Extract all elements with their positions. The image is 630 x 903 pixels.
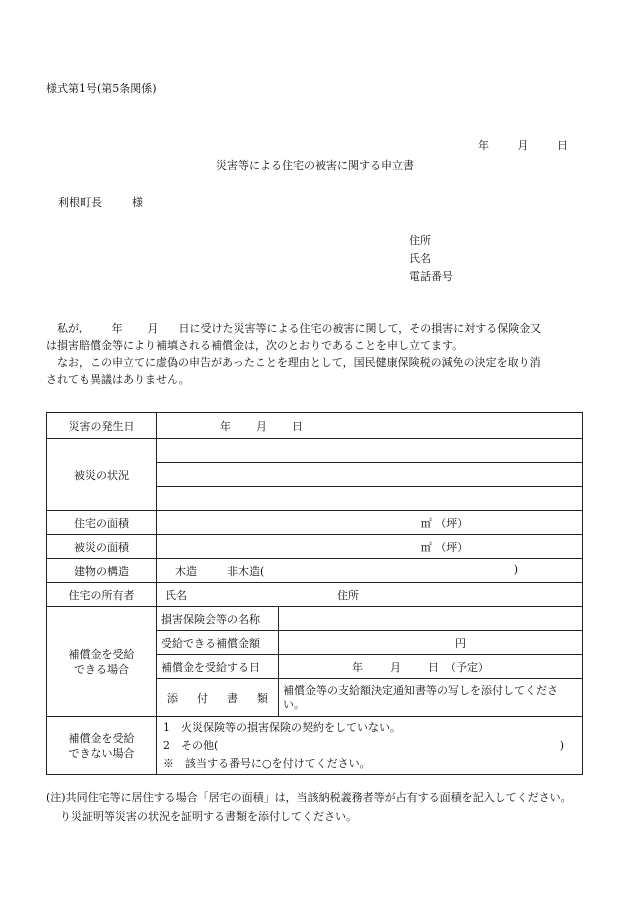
receive-date-field[interactable]: [279, 655, 583, 679]
document-title: 災害等による住宅の被害に関する申立書: [216, 159, 414, 172]
attach-text-line: 補償金等の支給額決定通知書等の写しを添付してくださ: [283, 683, 558, 697]
damage-status-line-1[interactable]: [157, 439, 583, 463]
attach-label: [157, 679, 279, 717]
receive-date-label: 補償金を受給する日: [157, 655, 279, 679]
option-1[interactable]: 1 火災保険等の損害保険の契約をしていない。: [163, 720, 401, 734]
note-2: り災証明等災害の状況を証明する書類を添付してください。: [60, 810, 357, 823]
receive-month: 月: [390, 660, 401, 674]
attach-char: 添: [167, 691, 178, 705]
damage-status-label: 被災の状況: [47, 439, 157, 511]
damaged-area-label: 被災の面積: [47, 535, 157, 559]
amount-unit: 円: [455, 636, 466, 650]
addressee-suffix: 様: [132, 196, 143, 209]
statement-text: 日に受けた災害等による住宅の被害に関して，その損害に対する保険金又: [178, 322, 542, 335]
structure-label: 建物の構造: [47, 559, 157, 583]
attach-char: 書: [227, 691, 238, 705]
disaster-day: 日: [292, 419, 303, 433]
house-area-label: 住宅の面積: [47, 511, 157, 535]
damage-status-line-2[interactable]: [157, 463, 583, 487]
structure-nonwood: 非木造(: [227, 564, 265, 578]
statement-line-3: なお，この申立てに虚偽の申告があったことを理由として，国民健康保険税の減免の決定を取り消: [57, 356, 541, 369]
not-receivable-label: [47, 717, 157, 775]
applicant-address-label: 住所: [409, 234, 431, 247]
receive-year: 年: [352, 660, 363, 674]
addressee: [58, 194, 143, 210]
note-1: (注)共同住宅等に居住する場合「居宅の面積」は，当該納税義務者等が占有する面積を記入してください。: [46, 791, 572, 804]
disaster-date-field[interactable]: [157, 413, 583, 439]
amount-field[interactable]: [279, 631, 583, 655]
applicant-phone-label: 電話番号: [409, 270, 453, 283]
application-table: [46, 412, 583, 775]
area-unit: ㎡: [420, 540, 432, 554]
damaged-area-field[interactable]: [157, 535, 583, 559]
option-2-text: 2 その他(: [163, 738, 219, 752]
disaster-month: 月: [256, 419, 267, 433]
amount-label: 受給できる補償金額: [157, 631, 279, 655]
disaster-year: 年: [220, 419, 231, 433]
attach-text-line: い。: [283, 697, 305, 711]
applicant-block: [409, 232, 453, 286]
option-2-close: ): [559, 738, 564, 752]
house-area-field[interactable]: [157, 511, 583, 535]
not-receivable-label-line: 補償金を受給: [68, 731, 135, 745]
receivable-label-line: できる場合: [74, 662, 129, 676]
statement-line-1: [46, 320, 580, 337]
submission-date: [478, 137, 568, 153]
statement-year: 年: [111, 322, 123, 335]
option-note: ※ 該当する番号に○を付けてください。: [163, 756, 371, 770]
receive-day: 日: [428, 660, 439, 674]
date-month: 月: [517, 139, 529, 152]
statement-line-4: されても異議はありません。: [46, 373, 190, 386]
owner-label: 住宅の所有者: [47, 583, 157, 607]
owner-address-label: 住所: [337, 588, 359, 602]
attach-text: [279, 679, 583, 717]
statement-month: 月: [147, 322, 159, 335]
owner-field[interactable]: [157, 583, 583, 607]
structure-field[interactable]: [157, 559, 583, 583]
receive-planned: （予定）: [445, 660, 489, 674]
attach-char: 付: [197, 691, 208, 705]
structure-close: ): [513, 562, 518, 576]
structure-wood: 木造: [175, 564, 197, 578]
receivable-label-line: 補償金を受給: [68, 647, 135, 661]
insurer-name-field[interactable]: [279, 607, 583, 631]
option-2[interactable]: [163, 737, 578, 755]
form-number: 様式第1号(第5条関係): [46, 82, 157, 95]
area-unit: ㎡: [420, 516, 432, 530]
notes: [46, 788, 572, 826]
owner-name-label: 氏名: [165, 588, 187, 602]
addressee-name: 利根町長: [58, 196, 102, 209]
statement-line-2: は損害賠償金等により補填される補償金は，次のとおりであることを申し立てます。: [46, 339, 464, 352]
area-tsubo: （坪）: [435, 516, 469, 530]
insurer-name-label: 損害保険会等の名称: [157, 607, 279, 631]
not-receivable-label-line: できない場合: [68, 746, 135, 760]
attach-char: 類: [257, 691, 268, 705]
damage-status-line-3[interactable]: [157, 487, 583, 511]
applicant-name-label: 氏名: [409, 252, 431, 265]
statement-text: 私が,: [57, 322, 83, 335]
area-tsubo: （坪）: [435, 540, 469, 554]
disaster-date-label: 災害の発生日: [47, 413, 157, 439]
date-year: 年: [478, 139, 489, 152]
date-day: 日: [557, 139, 568, 152]
statement: [46, 320, 580, 388]
receivable-label: [47, 607, 157, 717]
not-receivable-options[interactable]: [157, 717, 583, 775]
